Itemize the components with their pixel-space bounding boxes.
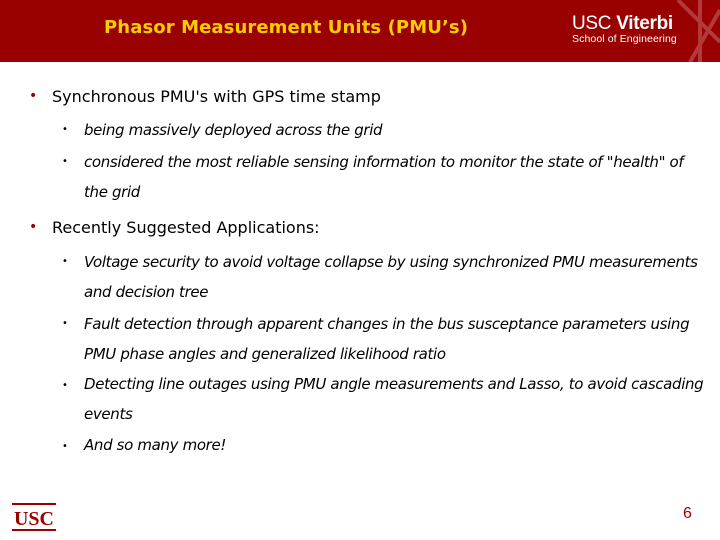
bullet-1-sub-2: considered the most reliable sensing information to monitor the state of "health" of the grid bbox=[84, 153, 684, 201]
header-decoration-icon bbox=[660, 0, 720, 62]
bullet-1-text: Synchronous PMU's with GPS time stamp bbox=[52, 87, 381, 106]
footer-logo-text: USC bbox=[13, 508, 55, 530]
bullet-icon: • bbox=[29, 219, 38, 235]
slide-title: Phasor Measurement Units (PMU’s) bbox=[104, 17, 469, 38]
bullet-icon: • bbox=[29, 88, 38, 104]
slide-header bbox=[0, 0, 720, 62]
bullet-2-sub-2: Fault detection through apparent changes in the bus susceptance parameters using PMU phase angles and generalized likelihood ratio bbox=[84, 315, 690, 363]
logo-viterbi-text: Viterbi bbox=[616, 13, 673, 34]
bullet-2-sub-1: Voltage security to avoid voltage collapse by using synchronized PMU measurements and decision tree bbox=[84, 253, 698, 301]
bullet-2-text: Recently Suggested Applications: bbox=[52, 218, 320, 237]
bullet-2-sub-4: And so many more! bbox=[84, 436, 227, 454]
logo-school-text: School of Engineering bbox=[572, 33, 677, 45]
usc-footer-logo bbox=[12, 502, 56, 536]
bullet-2-sub-3: Detecting line outages using PMU angle measurements and Lasso, to avoid cascading events bbox=[84, 375, 704, 423]
page-number: 6 bbox=[683, 505, 692, 522]
bullet-1-sub-1: being massively deployed across the grid bbox=[84, 121, 383, 139]
sub-bullet-icon: • bbox=[62, 380, 68, 391]
sub-bullet-icon: • bbox=[62, 256, 68, 267]
sub-bullet-icon: • bbox=[62, 318, 68, 329]
sub-bullet-icon: • bbox=[62, 156, 68, 167]
sub-bullet-icon: • bbox=[62, 124, 68, 135]
sub-bullet-icon: • bbox=[62, 441, 68, 452]
logo-usc-text: USC bbox=[572, 13, 612, 34]
